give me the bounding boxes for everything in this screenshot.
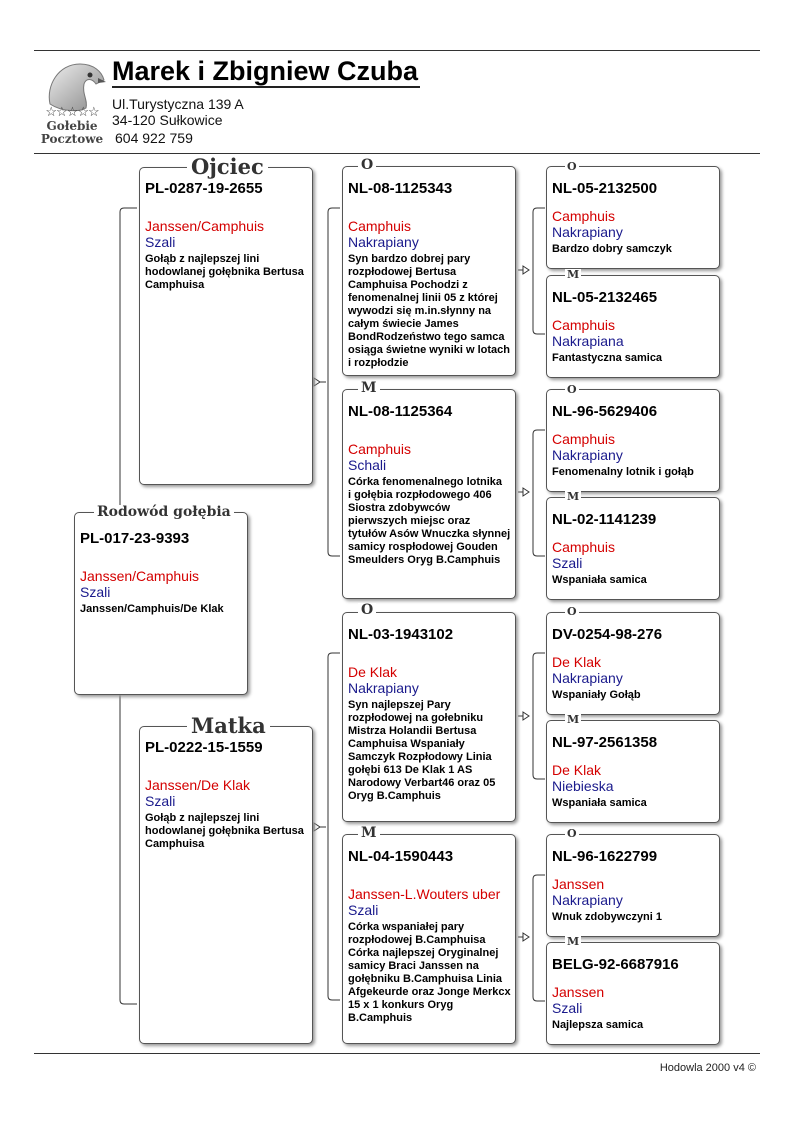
strain: De Klak (552, 654, 602, 670)
ring-number: NL-04-1590443 (348, 848, 454, 865)
color: Nakrapiany (552, 892, 623, 908)
ancestor-fmf-card[interactable] (546, 389, 720, 492)
color: Szali (552, 1000, 583, 1016)
strain: Camphuis (348, 218, 412, 234)
description: Wnuk zdobywczyni 1 (552, 911, 663, 923)
ancestor-fmm-card[interactable] (546, 497, 720, 600)
sire-label: O (567, 605, 577, 618)
sire-label: O (358, 603, 376, 617)
address-city: 34-120 Sułkowice (112, 112, 223, 128)
color: Schali (348, 457, 387, 473)
strain: Camphuis (348, 441, 412, 457)
sire-label: O (358, 158, 376, 172)
ring-number: NL-96-5629406 (552, 403, 658, 420)
description: Wspaniały Gołąb (552, 689, 641, 701)
color: Nakrapiany (348, 234, 419, 250)
phone-number: 604 922 759 (115, 130, 193, 146)
dam-label: M (358, 826, 380, 840)
ring-number: NL-96-1622799 (552, 848, 658, 865)
color: Nakrapiany (552, 224, 623, 240)
description: Syn najlepszej Pary rozpłodowej na gołebniku Mistrza Holandii Bertusa Camphuisa Wspaniały Samczyk Rozpłodowy Linia gołębi 613 De Klak 1 AS Narodowy Verbart46 oraz 05 Oryg B.Camphuis (348, 699, 496, 802)
color: Szali (145, 793, 176, 809)
color: Nakrapiany (552, 447, 623, 463)
description: Fenomenalny lotnik i gołąb (552, 466, 694, 478)
father-label: Ojciec (187, 156, 268, 177)
grandsire-maternal-card[interactable] (342, 612, 516, 822)
ring-number: NL-97-2561358 (552, 734, 658, 751)
color: Szali (552, 555, 583, 571)
description: Wspaniała samica (552, 797, 647, 809)
address-street: Ul.Turystyczna 139 A (112, 96, 244, 112)
ring-number: NL-05-2132500 (552, 180, 658, 197)
description: Gołąb z najlepszej lini hodowlanej gołębnika Bertusa Camphuisa (145, 253, 304, 291)
strain: Janssen/De Klak (145, 777, 251, 793)
color: Nakrapiany (348, 680, 419, 696)
description: Bardzo dobry samczyk (552, 243, 672, 255)
color: Nakrapiany (552, 670, 623, 686)
granddam-maternal-card[interactable] (342, 834, 516, 1044)
ring-number: NL-03-1943102 (348, 626, 454, 643)
strain: Janssen/Camphuis (145, 218, 265, 234)
granddam-paternal-card[interactable] (342, 389, 516, 599)
father-card[interactable] (139, 167, 313, 485)
dam-label: M (567, 490, 580, 503)
grandsire-paternal-card[interactable] (342, 166, 516, 376)
software-credit: Hodowla 2000 v4 © (659, 1062, 756, 1074)
ring-number: NL-08-1125343 (348, 180, 453, 197)
strain: Camphuis (552, 317, 616, 333)
ring-number: BELG-92-6687916 (552, 956, 679, 973)
strain: Camphuis (552, 431, 616, 447)
color: Niebieska (552, 778, 614, 794)
pedigree-label: Rodowód gołębia (94, 505, 234, 519)
ring-number: NL-02-1141239 (552, 511, 657, 528)
ancestor-fff-card[interactable] (546, 166, 720, 269)
strain: Camphuis (552, 208, 616, 224)
ancestor-mfm-card[interactable] (546, 720, 720, 823)
description: Wspaniała samica (552, 574, 647, 586)
ancestor-mmf-card[interactable] (546, 834, 720, 937)
logo-text-2: Pocztowe (40, 132, 104, 146)
mother-label: Matka (187, 715, 270, 736)
description: Córka fenomenalnego lotnika i gołębia rozpłodowego 406 Siostra zdobywców pierwszych miejsc oraz tytułów Asów Wnuczka słynnej samicy rospłodowej Gouden Smeulders Oryg B.Camphuis (348, 476, 511, 566)
description: Najlepsza samica (552, 1019, 644, 1031)
logo-stars: ☆☆☆☆☆ (45, 104, 99, 119)
sire-label: O (567, 827, 577, 840)
strain: Camphuis (552, 539, 616, 555)
strain: Janssen (552, 984, 605, 1000)
logo-text-1: Gołebie (46, 119, 98, 133)
color: Nakrapiana (552, 333, 624, 349)
mother-card[interactable] (139, 726, 313, 1044)
ring-number: PL-0287-19-2655 (145, 180, 263, 197)
description: Syn bardzo dobrej pary rozpłodowej Bertusa Camphuisa Pochodzi z fenomenalnej linii 05 z której wywodzi się m.in.słynny na całym świecie James BondRodzeństwo tego samca osiąga świetne wyniki w lotach i rozpłodzie (348, 253, 510, 369)
ring-number: DV-0254-98-276 (552, 626, 663, 643)
strain: Janssen-L.Wouters uber (348, 886, 501, 902)
description: Gołąb z najlepszej lini hodowlanej gołębnika Bertusa Camphuisa (145, 812, 304, 850)
pigeon-card[interactable] (74, 512, 248, 695)
strain: De Klak (348, 664, 398, 680)
ring-number: NL-05-2132465 (552, 289, 658, 306)
ancestor-mmm-card[interactable] (546, 942, 720, 1045)
dam-label: M (567, 268, 580, 281)
strain: De Klak (552, 762, 602, 778)
ancestor-mff-card[interactable] (546, 612, 720, 715)
sire-label: O (567, 160, 577, 173)
description: Córka wspaniałej pary rozpłodowej B.Camphuisa Córka najlepszej Oryginalnej samicy Braci Janssen na gołębniku B.Camphuisa Linia Afgekeurde oraz Jonge Merkcx 15 x 1 konkurs Oryg B.Camphuis (348, 921, 511, 1024)
description: Fantastyczna samica (552, 352, 663, 364)
sire-label: O (567, 383, 577, 396)
strain: Janssen/Camphuis (80, 568, 200, 584)
color: Szali (80, 584, 111, 600)
dam-label: M (567, 713, 580, 726)
color: Szali (145, 234, 176, 250)
ancestor-ffm-card[interactable] (546, 275, 720, 378)
ring-number: PL-017-23-9393 (80, 530, 190, 547)
ring-number: PL-0222-15-1559 (145, 739, 263, 756)
strain: Janssen (552, 876, 605, 892)
dam-label: M (567, 935, 580, 948)
ring-number: NL-08-1125364 (348, 403, 453, 420)
owner-name: Marek i Zbigniew Czuba (112, 56, 419, 86)
color: Szali (348, 902, 379, 918)
description: Janssen/Camphuis/De Klak (80, 603, 224, 615)
dam-label: M (358, 381, 380, 395)
